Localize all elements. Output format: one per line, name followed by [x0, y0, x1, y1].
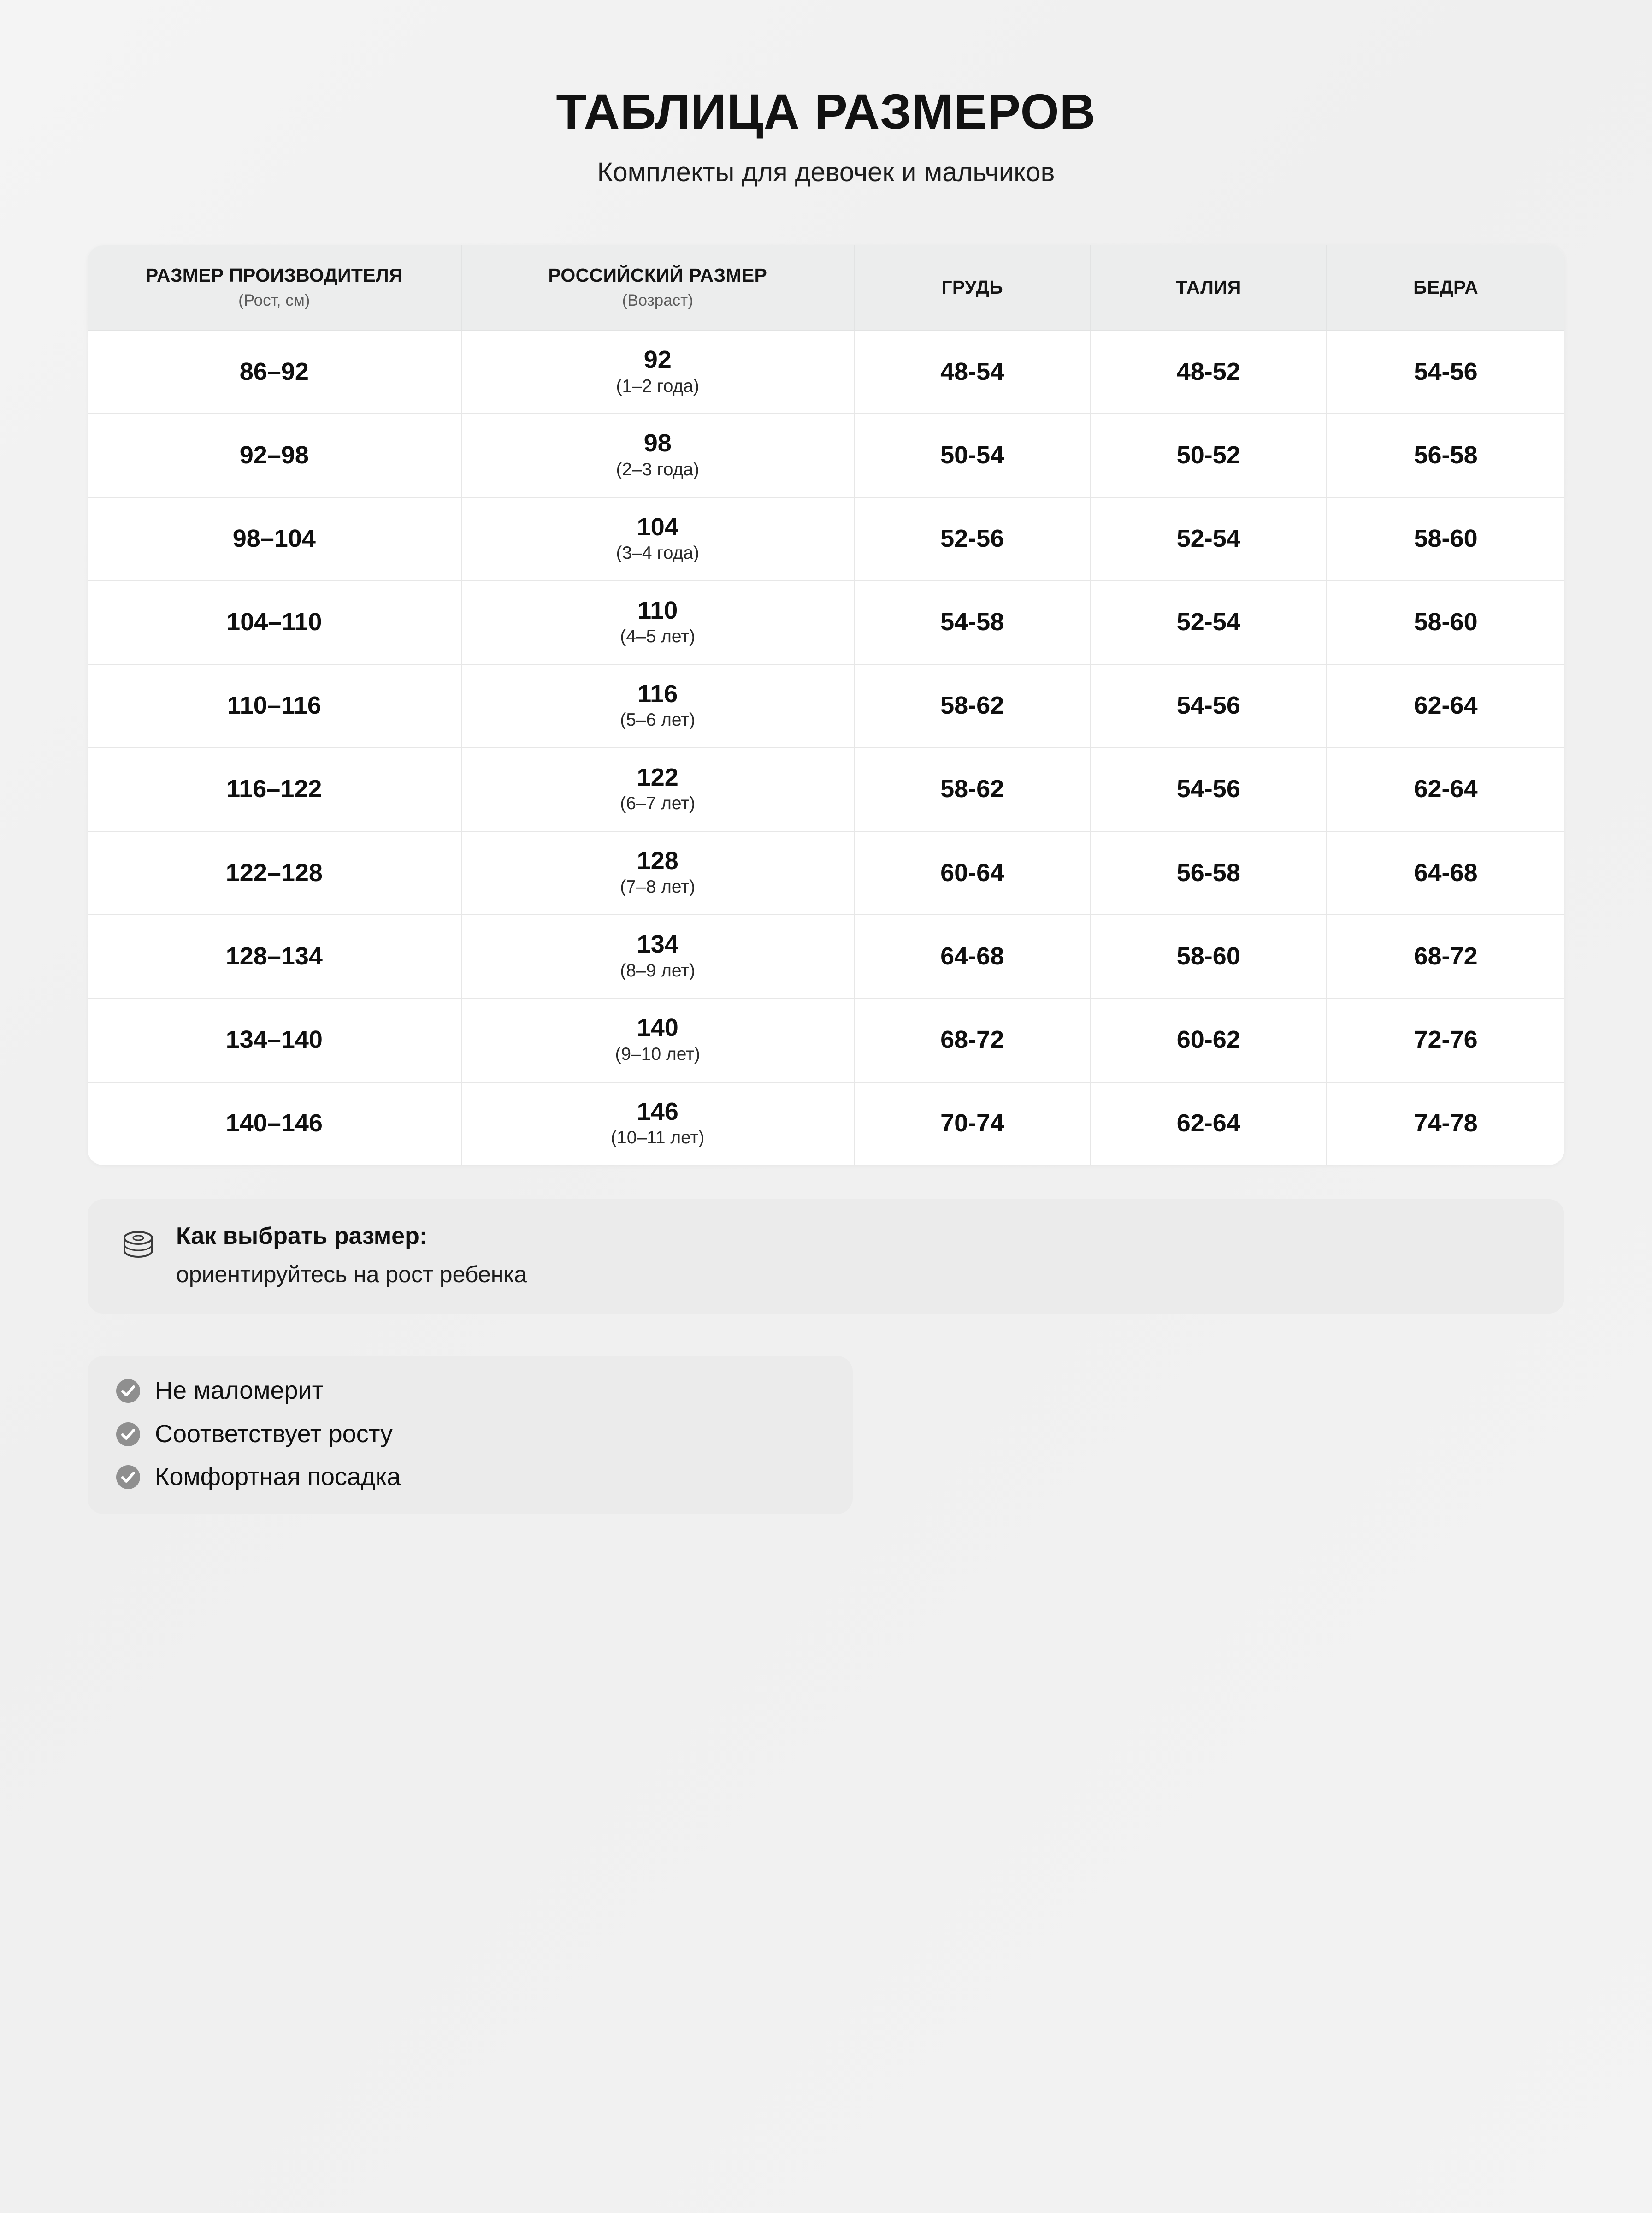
cell-russian-size — [461, 1082, 854, 1165]
cell-hips-value: 54-56 — [1414, 357, 1478, 385]
benefits-panel — [88, 1356, 853, 1514]
cell-waist — [1090, 915, 1327, 998]
cell-hips-value: 64-68 — [1414, 858, 1478, 887]
cell-hips-value: 68-72 — [1414, 942, 1478, 970]
cell-age-value: (1–2 года) — [616, 376, 699, 396]
cell-manufacturer-value: 98–104 — [232, 524, 316, 552]
size-tip-panel — [88, 1199, 1564, 1314]
cell-manufacturer — [88, 664, 461, 748]
cell-chest-value: 60-64 — [940, 858, 1004, 887]
cell-waist — [1090, 748, 1327, 831]
table-row — [88, 581, 1564, 664]
cell-hips-value: 58-60 — [1414, 524, 1478, 552]
table-row — [88, 915, 1564, 998]
cell-russian-size-value: 116 — [637, 680, 678, 708]
page-header — [88, 0, 1564, 187]
cell-manufacturer-value: 122–128 — [225, 858, 323, 887]
list-item — [115, 1377, 825, 1404]
cell-chest — [854, 581, 1091, 664]
benefit-label: Соответствует росту — [155, 1420, 393, 1448]
cell-chest-value: 68-72 — [940, 1025, 1004, 1053]
cell-russian-size — [461, 915, 854, 998]
cell-hips-value: 58-60 — [1414, 608, 1478, 636]
cell-waist — [1090, 998, 1327, 1082]
cell-chest-value: 48-54 — [940, 357, 1004, 385]
cell-chest — [854, 664, 1091, 748]
column-header-russian-size — [461, 245, 854, 330]
cell-russian-size — [461, 831, 854, 915]
cell-waist — [1090, 330, 1327, 414]
cell-chest — [854, 748, 1091, 831]
cell-manufacturer-value: 116–122 — [226, 775, 322, 803]
cell-waist-value: 62-64 — [1176, 1109, 1240, 1137]
cell-chest-value: 58-62 — [940, 775, 1004, 803]
cell-waist — [1090, 581, 1327, 664]
size-table-container — [88, 245, 1564, 1165]
cell-waist-value: 60-62 — [1176, 1025, 1240, 1053]
cell-russian-size-value: 92 — [643, 346, 672, 374]
cell-manufacturer — [88, 998, 461, 1082]
cell-hips — [1327, 1082, 1564, 1165]
table-row — [88, 998, 1564, 1082]
cell-manufacturer-value: 134–140 — [225, 1025, 323, 1053]
table-row — [88, 414, 1564, 497]
column-header-russian-size-sub: (Возраст) — [622, 291, 693, 310]
cell-waist — [1090, 664, 1327, 748]
cell-chest-value: 58-62 — [940, 692, 1004, 720]
table-row — [88, 664, 1564, 748]
cell-manufacturer — [88, 330, 461, 414]
table-row — [88, 1082, 1564, 1165]
cell-russian-size-value: 146 — [637, 1097, 678, 1125]
cell-manufacturer — [88, 414, 461, 497]
cell-manufacturer-value: 92–98 — [239, 441, 309, 469]
list-item — [115, 1463, 825, 1491]
cell-chest — [854, 915, 1091, 998]
cell-hips — [1327, 330, 1564, 414]
page-title: ТАБЛИЦА РАЗМЕРОВ — [556, 83, 1096, 139]
cell-waist-value: 48-52 — [1176, 357, 1240, 385]
cell-russian-size — [461, 581, 854, 664]
column-header-manufacturer-label: РАЗМЕР ПРОИЗВОДИТЕЛЯ — [145, 265, 403, 286]
cell-hips — [1327, 497, 1564, 581]
cell-manufacturer — [88, 1082, 461, 1165]
measuring-tape-icon — [116, 1224, 160, 1268]
cell-manufacturer — [88, 581, 461, 664]
cell-age-value: (10–11 лет) — [611, 1127, 705, 1148]
cell-chest — [854, 1082, 1091, 1165]
table-body — [88, 330, 1564, 1165]
cell-chest — [854, 497, 1091, 581]
cell-waist-value: 54-56 — [1176, 775, 1240, 803]
benefit-label: Не маломерит — [155, 1377, 324, 1405]
benefit-label: Комфортная посадка — [155, 1463, 401, 1491]
check-circle-icon — [115, 1464, 141, 1490]
column-header-hips — [1327, 245, 1564, 330]
cell-hips-value: 72-76 — [1414, 1025, 1478, 1053]
cell-age-value: (5–6 лет) — [620, 710, 696, 730]
cell-russian-size-value: 104 — [637, 513, 678, 541]
size-table — [88, 245, 1564, 1165]
cell-chest — [854, 831, 1091, 915]
cell-waist — [1090, 497, 1327, 581]
cell-chest-value: 52-56 — [940, 524, 1004, 552]
cell-manufacturer-value: 110–116 — [227, 692, 321, 720]
column-header-manufacturer-sub: (Рост, см) — [238, 291, 310, 310]
check-circle-icon — [115, 1421, 141, 1447]
cell-hips-value: 74-78 — [1414, 1109, 1478, 1137]
cell-waist-value: 56-58 — [1176, 858, 1240, 887]
cell-manufacturer — [88, 831, 461, 915]
cell-russian-size — [461, 497, 854, 581]
cell-hips — [1327, 915, 1564, 998]
cell-hips — [1327, 831, 1564, 915]
column-header-chest — [854, 245, 1091, 330]
column-header-waist-label: ТАЛИЯ — [1175, 276, 1241, 298]
cell-chest-value: 70-74 — [940, 1109, 1004, 1137]
table-header-row — [88, 245, 1564, 330]
size-tip-title: Как выбрать размер: — [176, 1222, 428, 1249]
column-header-hips-label: БЕДРА — [1413, 276, 1478, 298]
cell-hips — [1327, 414, 1564, 497]
cell-age-value: (7–8 лет) — [620, 877, 696, 897]
list-item — [115, 1420, 825, 1448]
cell-russian-size-value: 110 — [637, 596, 678, 624]
size-tip-description: ориентируйтесь на рост ребенка — [176, 1261, 527, 1287]
cell-waist — [1090, 414, 1327, 497]
cell-hips — [1327, 664, 1564, 748]
cell-chest — [854, 414, 1091, 497]
cell-waist-value: 58-60 — [1176, 942, 1240, 970]
cell-russian-size-value: 128 — [637, 847, 678, 875]
cell-hips — [1327, 998, 1564, 1082]
cell-waist-value: 50-52 — [1176, 441, 1240, 469]
column-header-russian-size-label: РОССИЙСКИЙ РАЗМЕР — [548, 265, 767, 286]
cell-manufacturer-value: 140–146 — [225, 1109, 323, 1137]
cell-russian-size — [461, 748, 854, 831]
cell-chest-value: 54-58 — [940, 608, 1004, 636]
cell-waist — [1090, 831, 1327, 915]
cell-russian-size — [461, 998, 854, 1082]
cell-manufacturer — [88, 915, 461, 998]
cell-russian-size-value: 98 — [643, 429, 672, 457]
table-row — [88, 497, 1564, 581]
cell-waist — [1090, 1082, 1327, 1165]
cell-russian-size — [461, 330, 854, 414]
cell-russian-size-value: 122 — [637, 763, 678, 791]
cell-waist-value: 52-54 — [1176, 608, 1240, 636]
cell-russian-size-value: 140 — [637, 1014, 678, 1042]
cell-manufacturer — [88, 748, 461, 831]
cell-chest-value: 50-54 — [940, 441, 1004, 469]
table-row — [88, 330, 1564, 414]
cell-age-value: (3–4 года) — [616, 543, 699, 563]
table-row — [88, 831, 1564, 915]
cell-hips-value: 62-64 — [1414, 775, 1478, 803]
check-circle-icon — [115, 1378, 141, 1404]
cell-waist-value: 52-54 — [1176, 524, 1240, 552]
cell-russian-size — [461, 664, 854, 748]
cell-age-value: (2–3 года) — [616, 459, 699, 479]
cell-age-value: (8–9 лет) — [620, 960, 696, 981]
size-tip-texts — [176, 1223, 1536, 1288]
cell-chest-value: 64-68 — [940, 942, 1004, 970]
cell-hips — [1327, 581, 1564, 664]
page-subtitle: Комплекты для девочек и мальчиков — [597, 157, 1055, 188]
cell-age-value: (6–7 лет) — [620, 793, 696, 814]
cell-manufacturer-value: 104–110 — [226, 608, 322, 636]
cell-manufacturer-value: 128–134 — [225, 942, 323, 970]
cell-hips-value: 56-58 — [1414, 441, 1478, 469]
cell-russian-size-value: 134 — [637, 930, 678, 959]
cell-manufacturer-value: 86–92 — [239, 357, 309, 385]
table-row — [88, 748, 1564, 831]
cell-manufacturer — [88, 497, 461, 581]
cell-chest — [854, 330, 1091, 414]
cell-hips — [1327, 748, 1564, 831]
cell-russian-size — [461, 414, 854, 497]
cell-waist-value: 54-56 — [1176, 692, 1240, 720]
column-header-waist — [1090, 245, 1327, 330]
cell-age-value: (9–10 лет) — [615, 1044, 701, 1064]
table-header — [88, 245, 1564, 330]
cell-chest — [854, 998, 1091, 1082]
cell-age-value: (4–5 лет) — [620, 626, 696, 646]
column-header-manufacturer — [88, 245, 461, 330]
column-header-chest-label: ГРУДЬ — [941, 276, 1003, 298]
cell-hips-value: 62-64 — [1414, 692, 1478, 720]
